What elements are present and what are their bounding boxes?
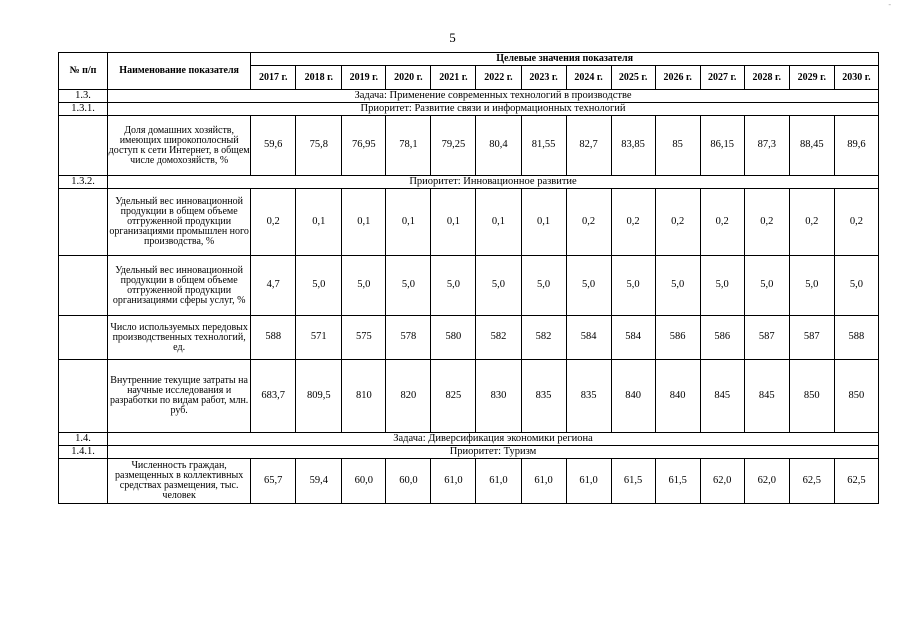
indicator-value: 62,0 [744,459,789,504]
indicator-value: 586 [700,316,744,360]
section-row [59,446,879,459]
table-row [59,459,879,504]
header-year: 2025 г. [611,66,655,90]
indicator-value: 5,0 [834,256,878,316]
header-year: 2019 г. [342,66,386,90]
indicator-value: 575 [342,316,386,360]
indicator-name: Число используемых передовых производственных технологий, ед. [108,316,251,360]
row-number: 1.3. [59,90,108,103]
indicator-value: 571 [296,316,342,360]
indicator-value: 0,1 [431,189,476,256]
indicator-table [58,52,879,504]
indicator-value: 0,1 [296,189,342,256]
indicator-value: 4,7 [251,256,296,316]
indicator-value: 78,1 [386,116,431,176]
indicator-value: 845 [700,360,744,433]
indicator-value: 5,0 [521,256,566,316]
indicator-value: 820 [386,360,431,433]
indicator-value: 835 [521,360,566,433]
indicator-value: 61,0 [521,459,566,504]
table-row [59,189,879,256]
indicator-value: 81,55 [521,116,566,176]
indicator-value: 61,0 [476,459,521,504]
section-title: Задача: Применение современных технологий в производстве [108,90,879,103]
indicator-value: 0,2 [655,189,700,256]
header-year: 2030 г. [834,66,878,90]
header-year: 2028 г. [744,66,789,90]
header-year: 2029 г. [789,66,834,90]
indicator-value: 835 [566,360,611,433]
indicator-name: Доля домашних хозяйств, имеющих широкополосный доступ к сети Интернет, в общем числе домохозяйств, % [108,116,251,176]
section-title: Приоритет: Туризм [108,446,879,459]
indicator-name: Удельный вес инновационной продукции в общем объеме отгруженной продукции организациями сферы услуг, % [108,256,251,316]
indicator-value: 0,2 [611,189,655,256]
row-number [59,256,108,316]
table-row [59,116,879,176]
indicator-value: 61,0 [566,459,611,504]
section-row [59,103,879,116]
indicator-value: 587 [789,316,834,360]
indicator-value: 840 [655,360,700,433]
indicator-value: 584 [611,316,655,360]
indicator-value: 5,0 [789,256,834,316]
indicator-value: 578 [386,316,431,360]
indicator-value: 0,1 [386,189,431,256]
indicator-name: Численность граждан, размещенных в коллективных средствах размещения, тыс. человек [108,459,251,504]
header-year: 2027 г. [700,66,744,90]
indicator-value: 588 [834,316,878,360]
indicator-value: 584 [566,316,611,360]
header-number: № п/п [59,53,108,90]
section-title: Задача: Диверсификация экономики региона [108,433,879,446]
indicator-value: 59,4 [296,459,342,504]
indicator-value: 810 [342,360,386,433]
indicator-value: 0,2 [566,189,611,256]
section-row [59,176,879,189]
indicator-value: 60,0 [386,459,431,504]
indicator-value: 5,0 [386,256,431,316]
indicator-value: 0,2 [834,189,878,256]
indicator-value: 830 [476,360,521,433]
row-number [59,189,108,256]
indicator-value: 87,3 [744,116,789,176]
header-year: 2026 г. [655,66,700,90]
indicator-value: 86,15 [700,116,744,176]
indicator-value: 0,2 [251,189,296,256]
row-number [59,116,108,176]
indicator-value: 60,0 [342,459,386,504]
indicator-value: 0,1 [342,189,386,256]
header-year: 2021 г. [431,66,476,90]
indicator-value: 61,5 [611,459,655,504]
indicator-value: 5,0 [431,256,476,316]
indicator-value: 850 [789,360,834,433]
indicator-value: 65,7 [251,459,296,504]
row-number: 1.4. [59,433,108,446]
indicator-name: Удельный вес инновационной продукции в общем объеме отгруженной продукции организациями промышлен ного производства, % [108,189,251,256]
indicator-value: 88,45 [789,116,834,176]
table-row [59,256,879,316]
indicator-value: 587 [744,316,789,360]
indicator-value: 5,0 [566,256,611,316]
indicator-value: 0,1 [521,189,566,256]
indicator-value: 5,0 [611,256,655,316]
section-row [59,433,879,446]
indicator-value: 61,5 [655,459,700,504]
indicator-value: 80,4 [476,116,521,176]
indicator-value: 85 [655,116,700,176]
table-row [59,316,879,360]
indicator-value: 0,1 [476,189,521,256]
indicator-value: 5,0 [476,256,521,316]
indicator-value: 0,2 [700,189,744,256]
indicator-value: 5,0 [700,256,744,316]
row-number [59,459,108,504]
header-year: 2018 г. [296,66,342,90]
indicator-value: 0,2 [744,189,789,256]
indicator-value: 83,85 [611,116,655,176]
header-year: 2022 г. [476,66,521,90]
indicator-value: 825 [431,360,476,433]
indicator-value: 0,2 [789,189,834,256]
indicator-value: 5,0 [744,256,789,316]
indicator-value: 588 [251,316,296,360]
header-year: 2024 г. [566,66,611,90]
indicator-value: 840 [611,360,655,433]
header-year: 2017 г. [251,66,296,90]
corner-mark: - [888,0,891,9]
indicator-value: 82,7 [566,116,611,176]
indicator-name: Внутренние текущие затраты на научные исследования и разработки по видам работ, млн. руб. [108,360,251,433]
header-targets: Целевые значения показателя [251,53,879,66]
header-indicator-name: Наименование показателя [108,53,251,90]
indicator-value: 62,0 [700,459,744,504]
indicator-value: 62,5 [789,459,834,504]
indicator-value: 61,0 [431,459,476,504]
indicator-value: 683,7 [251,360,296,433]
indicator-value: 5,0 [342,256,386,316]
section-title: Приоритет: Инновационное развитие [108,176,879,189]
indicator-value: 850 [834,360,878,433]
header-year: 2020 г. [386,66,431,90]
indicator-value: 5,0 [655,256,700,316]
indicator-value: 5,0 [296,256,342,316]
indicator-value: 582 [521,316,566,360]
indicator-value: 75,8 [296,116,342,176]
row-number [59,316,108,360]
indicator-value: 76,95 [342,116,386,176]
indicator-value: 62,5 [834,459,878,504]
indicator-value: 79,25 [431,116,476,176]
indicator-value: 582 [476,316,521,360]
section-title: Приоритет: Развитие связи и информационных технологий [108,103,879,116]
indicator-value: 580 [431,316,476,360]
indicator-value: 586 [655,316,700,360]
page-number: 5 [449,30,456,45]
header-year: 2023 г. [521,66,566,90]
row-number: 1.4.1. [59,446,108,459]
row-number: 1.3.2. [59,176,108,189]
row-number [59,360,108,433]
table-row [59,360,879,433]
section-row [59,90,879,103]
row-number: 1.3.1. [59,103,108,116]
indicator-value: 59,6 [251,116,296,176]
indicator-value: 89,6 [834,116,878,176]
indicator-value: 845 [744,360,789,433]
indicator-value: 809,5 [296,360,342,433]
